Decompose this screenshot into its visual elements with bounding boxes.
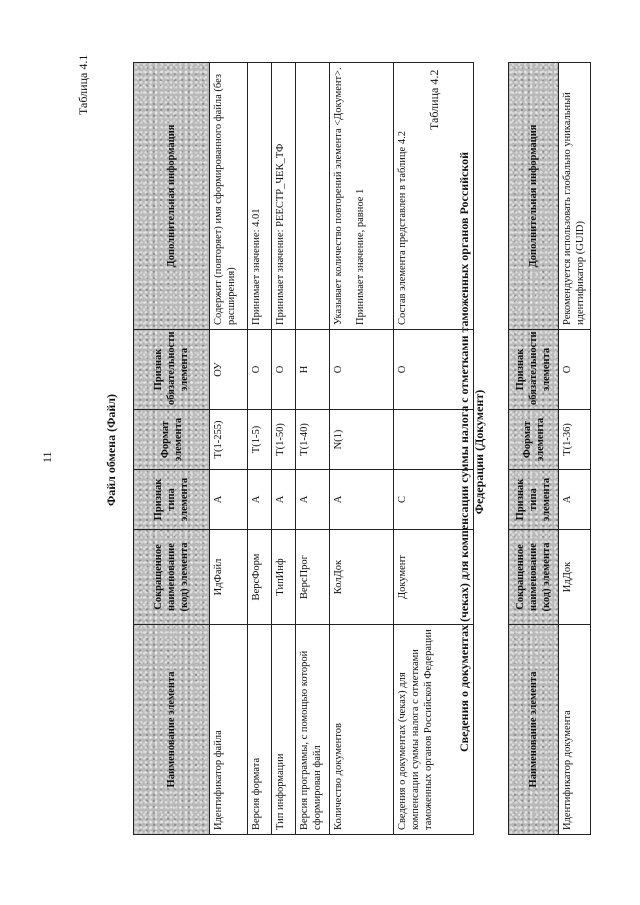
element-name-cell: Тип информации [272, 625, 296, 835]
element-info-cell [330, 63, 394, 330]
table-row [296, 63, 330, 835]
element-req-cell: Н [296, 330, 330, 410]
element-info-cell [559, 63, 591, 330]
element-info-cell [210, 63, 248, 330]
col-name-header: Наименование элемента [134, 625, 210, 835]
element-format-cell: T(1-5) [248, 410, 272, 470]
table2 [508, 62, 591, 835]
element-type-cell: С [394, 470, 474, 530]
element-format-cell: T(1-50) [272, 410, 296, 470]
element-name-cell: Версия формата [248, 625, 272, 835]
element-format-cell: T(1-255) [210, 410, 248, 470]
table-row [330, 63, 394, 835]
element-type-cell: А [559, 470, 591, 530]
element-name-cell: Идентификатор файла [210, 625, 248, 835]
info-paragraph: Принимает значение: РЕЕСТР_ЧЕК_ТФ [275, 143, 286, 325]
info-paragraph: Принимает значение, равное 1 [355, 188, 366, 325]
table-row [248, 63, 272, 835]
element-name-cell: Сведения о документах (чеках) для компенсации суммы налога с отметками таможенных органов Российской Федерации [394, 625, 474, 835]
element-name-cell: Количество документов [330, 625, 394, 835]
element-name-cell: Идентификатор документа [559, 625, 591, 835]
info-paragraph: Состав элемента представлен в таблице 4.2 [397, 131, 408, 325]
table1-label: Таблица 4.1 [76, 54, 90, 115]
element-type-cell: А [296, 470, 330, 530]
element-code-cell: Документ [394, 530, 474, 625]
element-req-cell: О [248, 330, 272, 410]
col-type-header: Признак типа элемента [134, 470, 210, 530]
element-req-cell: О [330, 330, 394, 410]
element-info-cell [248, 63, 272, 330]
col-type-header: Признак типа элемента [509, 470, 559, 530]
page-number: 11 [40, 451, 54, 463]
info-paragraph: Принимает значение: 4.01 [251, 208, 262, 325]
element-format-cell: T(1-36) [559, 410, 591, 470]
element-req-cell: О [559, 330, 591, 410]
element-code-cell: ТипИнф [272, 530, 296, 625]
col-req-header: Признак обязательности элемента [134, 330, 210, 410]
element-format-cell: T(1-40) [296, 410, 330, 470]
element-info-cell [272, 63, 296, 330]
element-code-cell: ИдДок [559, 530, 591, 625]
element-req-cell: ОУ [210, 330, 248, 410]
element-format-cell: N(1) [330, 410, 394, 470]
info-paragraph: Содержит (повторяет) имя сформированного файла (без расширения) [213, 73, 237, 325]
table-row [559, 63, 591, 835]
element-type-cell: А [248, 470, 272, 530]
table-row [272, 63, 296, 835]
col-info-header: Дополнительная информация [509, 63, 559, 330]
col-req-header: Признак обязательности элемента [509, 330, 559, 410]
element-name-cell: Версия программы, с помощью которой сформирован файл [296, 625, 330, 835]
table1 [133, 62, 474, 835]
element-type-cell: А [210, 470, 248, 530]
element-code-cell: ВерсФорм [248, 530, 272, 625]
element-code-cell: ВерсПрог [296, 530, 330, 625]
element-info-cell [296, 63, 330, 330]
table2-title: Сведения о документах (чеках) для компенсации суммы налога с отметками таможенных органов Российской Федерации (Документ) [457, 151, 486, 753]
col-name-header: Наименование элемента [509, 625, 559, 835]
col-code-header: Сокращенное наименование (код) элемента [134, 530, 210, 625]
element-type-cell: А [272, 470, 296, 530]
col-code-header: Сокращенное наименование (код) элемента [509, 530, 559, 625]
info-paragraph: Рекомендуется использовать глобально уникальный идентификатор (GUID) [562, 92, 586, 325]
element-req-cell: О [394, 330, 474, 410]
info-paragraph: Указывает количество повторений элемента <Документ>. [333, 67, 344, 325]
table2-label: Таблица 4.2 [427, 69, 441, 130]
element-req-cell: О [272, 330, 296, 410]
table-row [210, 63, 248, 835]
element-code-cell: ИдФайл [210, 530, 248, 625]
element-type-cell: А [330, 470, 394, 530]
col-info-header: Дополнительная информация [134, 63, 210, 330]
element-code-cell: КолДок [330, 530, 394, 625]
table1-title: Файл обмена (Файл) [104, 393, 118, 507]
col-format-header: Формат элемента [509, 410, 559, 470]
col-format-header: Формат элемента [134, 410, 210, 470]
